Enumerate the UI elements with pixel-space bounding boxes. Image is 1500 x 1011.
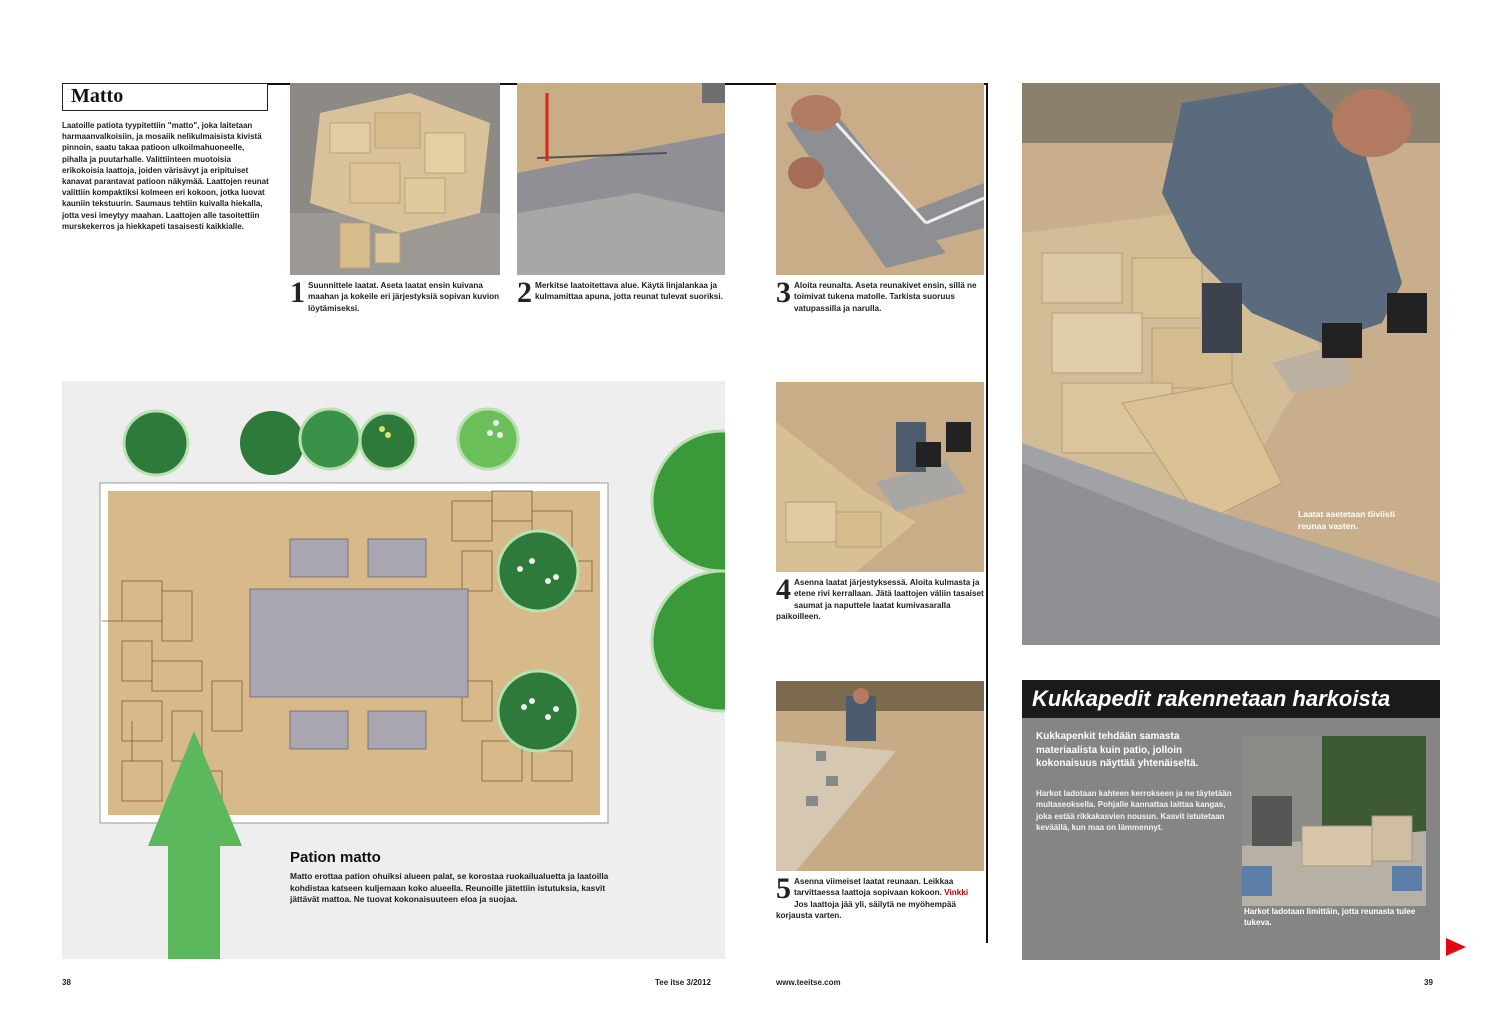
step5-tip-label: Vinkki xyxy=(944,888,969,898)
step2-number: 2 xyxy=(517,276,532,309)
website[interactable]: www.teeitse.com xyxy=(776,978,841,987)
step4-caption xyxy=(776,573,984,622)
sidebar-title: Kukkapedit rakennetaan harkoista xyxy=(1022,680,1440,718)
column-rule xyxy=(986,83,988,943)
step5-caption xyxy=(776,872,984,921)
sidebar-lead: Kukkapenkit tehdään samasta materiaalista kuin patio, jolloin kokonaisuus näyttää yhtenäiseltä. xyxy=(1036,731,1199,769)
step3-number: 3 xyxy=(776,276,791,309)
sidebar-photo xyxy=(1242,736,1426,906)
step3-text: Aloita reunalta. Aseta reunakivet ensin, sillä ne toimivat tukena matolle. Tarkista suoruus vatupassilla ja narulla. xyxy=(794,281,977,313)
patio-plan xyxy=(62,381,725,959)
magazine-name: Tee itse 3/2012 xyxy=(655,978,711,987)
sidebar-body: Harkot ladotaan kahteen kerrokseen ja ne täytetään multaseoksella. Pohjalle kannattaa laittaa kangas, joka estää rikkakasvien nousun. Kasvit istutetaan keväällä, kun maa on lämmennyt. xyxy=(1036,789,1232,832)
step3-caption xyxy=(776,276,984,314)
plan-text: Matto erottaa pation ohuiksi alueen palat, se korostaa ruokailualuetta ja laatoilla kohdistaa katseen kuljemaan koko alueella. Reunoille jätettiin istutuksia, kasvit jättävät mattoa. Ne tuovat kokonaisuuteen eloa ja suojaa. xyxy=(290,871,609,904)
page-number-right: 39 xyxy=(1424,978,1433,987)
step5-photo xyxy=(776,681,984,871)
step1-text: Suunnittele laatat. Aseta laatat ensin kuivana maahan ja kokeile eri järjestyksiä sopivan kuvion löytämiseksi. xyxy=(308,281,500,313)
main-photo xyxy=(1022,83,1440,645)
step1-number: 1 xyxy=(290,276,305,309)
step1-photo xyxy=(290,83,500,275)
section-title: Matto xyxy=(62,83,268,111)
next-page-arrow-icon[interactable] xyxy=(1446,938,1466,956)
step2-photo xyxy=(517,83,725,275)
plan-title: Pation matto xyxy=(290,849,381,866)
step5-tip-text: Jos laattoja jää yli, säilytä ne myöhempää korjausta varten. xyxy=(776,899,957,920)
step2-caption xyxy=(517,276,725,309)
step1-caption xyxy=(290,276,500,314)
step5-text: Asenna viimeiset laatat reunaan. Leikkaa tarvittaessa laattoja sopivaan kokoon. xyxy=(794,877,954,898)
main-photo-caption: Laatat asetetaan tiiviisti reunaa vasten. xyxy=(1298,509,1395,531)
step2-text: Merkitse laatoitettava alue. Käytä linjalankaa ja kulmamittaa apuna, jotta reunat tulevat suoriksi. xyxy=(535,281,723,302)
intro-text: Laatoille patiota tyypitettiin "matto", joka laitetaan harmaanvalkoisiin, ja mosaiik nelikulmaisista kivistä pinnoin, saatu takaa patioon ulkoilmahuoneelle, pihalla ja puutarhalle. Valittiinteen muotoisia erikokoisia laattoja, joiden värisävyt ja eripituiset kanavat parantavat patioon näkymää. Laattojen reunat valittiin kompaktiksi kolmeen eri kokoon, jotka luovat kauniin tekstuurin. Saumaus tehtiin kuivalla hiekalla, jotta vesi imeytyy maahan. Laattojen alle tasoitettiin murskekerros ja hiekkapeti tasaisesti kaikkialle. xyxy=(62,121,269,231)
step4-number: 4 xyxy=(776,573,791,606)
step3-photo xyxy=(776,83,984,275)
step5-number: 5 xyxy=(776,872,791,905)
sidebar-box xyxy=(1022,680,1440,960)
step4-photo xyxy=(776,382,984,572)
page-number-left: 38 xyxy=(62,978,71,987)
sidebar-photo-caption: Harkot ladotaan limittäin, jotta reunasta tulee tukeva. xyxy=(1244,907,1416,927)
step4-text: Asenna laatat järjestyksessä. Aloita kulmasta ja etene rivi kerrallaan. Jätä laattojen väliin tasaiset saumat ja naputtele laatat kumivasaralla paikoilleen. xyxy=(776,578,984,621)
